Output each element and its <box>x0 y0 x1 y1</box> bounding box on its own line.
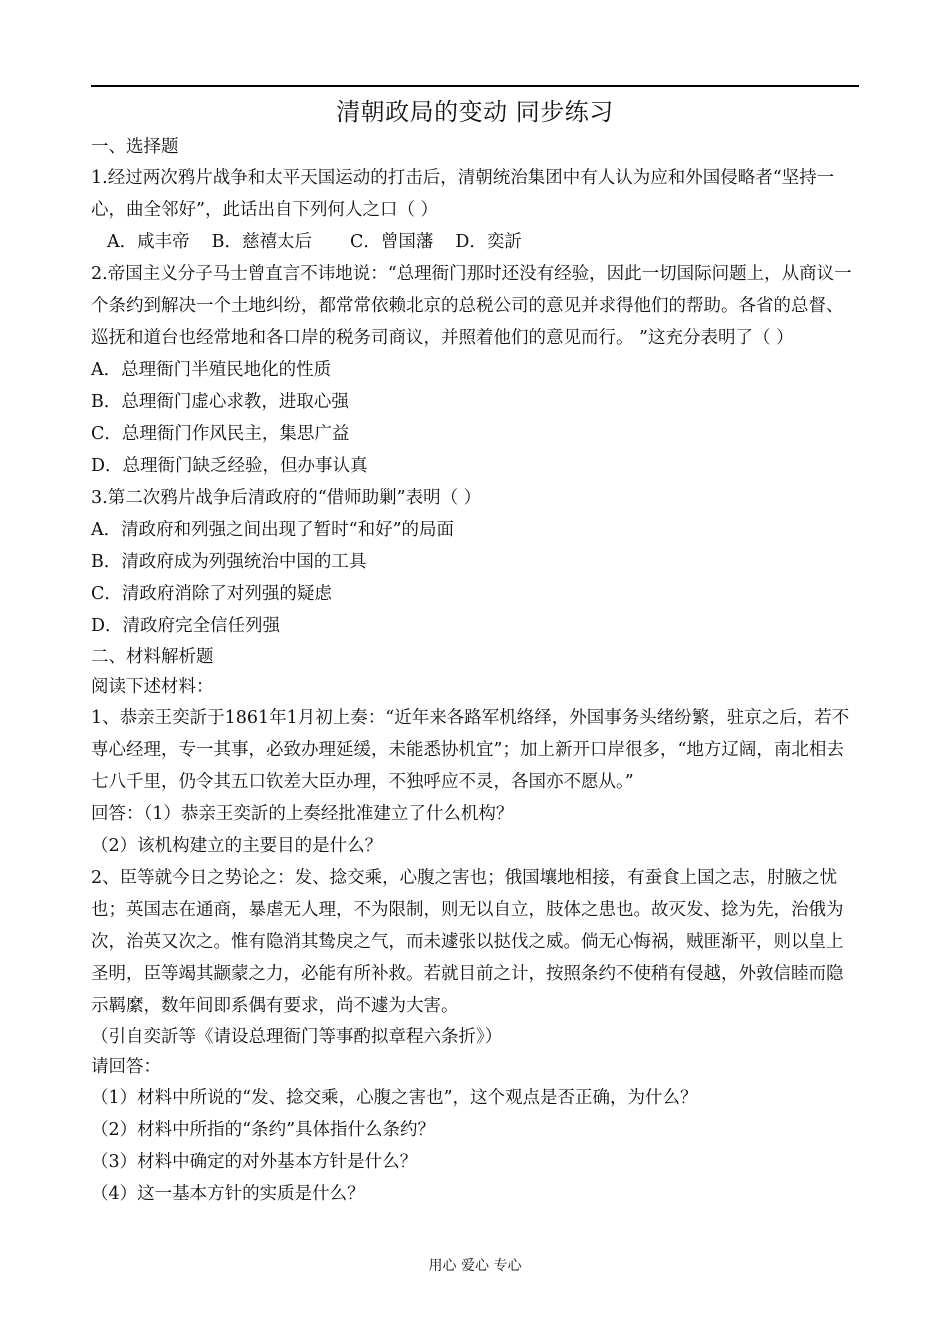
material-2-prompt: 请回答： <box>91 1057 161 1077</box>
page-title: 清朝政局的变动 同步练习 <box>336 98 614 126</box>
material-1-question-1: 回答：（1）恭亲王奕訢的上奏经批准建立了什么机构？ <box>91 804 514 824</box>
material-1-text: 1、恭亲王奕訢于1861年1月初上奏：“近年来各路军机络绎，外国事务头绪纷繁，驻京之后，若不専心经理，专一其事，必致办理延缓，未能悉协机宜”；加上新开口岸很多，“地方辽阔，南北相去七八千里，仍令其五口钦差大臣办理，不独呼应不灵，各国亦不愿从。” <box>91 708 850 792</box>
material-2-question-1: （1）材料中所说的“发、捻交乘，心腹之害也”，这个观点是否正确，为什么？ <box>91 1088 698 1108</box>
material-1-question-2: （2）该机构建立的主要目的是什么？ <box>91 836 383 856</box>
q3-option-c: C．清政府消除了对列强的疑虑 <box>91 584 332 604</box>
q1-option-d: D．奕訢 <box>455 232 522 252</box>
header-rule <box>91 85 859 87</box>
q2-option-c: C．总理衙门作风民主，集思广益 <box>91 424 350 444</box>
q2-option-b: B．总理衙门虚心求教，进取心强 <box>91 392 349 412</box>
question-1-stem: 1.经过两次鸦片战争和太平天国运动的打击后，清朝统治集团中有人认为应和外国侵略者“坚持一心，曲全邻好”，此话出自下列何人之口（ ） <box>91 168 835 220</box>
q1-option-a: A．咸丰帝 <box>107 232 190 252</box>
q2-option-a: A．总理衙门半殖民地化的性质 <box>91 360 332 380</box>
q3-option-b: B．清政府成为列强统治中国的工具 <box>91 552 367 572</box>
question-3-stem: 3.第二次鸦片战争后清政府的“借师助剿”表明（ ） <box>91 488 482 508</box>
q1-option-b: B．慈禧太后 <box>211 232 313 252</box>
question-1-options <box>91 226 859 258</box>
material-2-question-4: （4）这一基本方针的实质是什么？ <box>91 1184 365 1204</box>
material-2-text: 2、臣等就今日之势论之：发、捻交乘，心腹之害也；俄国壤地相接，有蚕食上国之志，肘腋之忧也；英国志在通商，暴虐无人理，不为限制，则无以自立，肢体之患也。故灭发、捻为先，治俄为次，治英又次之。惟有隐消其鸷戾之气，而未遽张以挞伐之威。倘无心悔祸，贼匪渐平，则以皇上圣明，臣等竭其颛蒙之力，必能有所补救。若就目前之计，按照条约不使稍有侵越，外敦信睦而隐示羁縻，数年间即系偶有要求，尚不遽为大害。 <box>91 868 844 1016</box>
question-2-stem: 2.帝国主义分子马士曾直言不讳地说：“总理衙门那时还没有经验，因此一切国际问题上，从商议一个条约到解决一个土地纠纷，都常常依赖北京的总税公司的意见并求得他们的帮助。各省的总督、巡抚和道台也经常地和各口岸的税务司商议，并照着他们的意见而行。 ”这充分表明了（ ） <box>91 264 852 348</box>
q3-option-a: A．清政府和列强之间出现了暂时“和好”的局面 <box>91 520 455 540</box>
page-footer: 用心 爱心 专心 <box>428 1258 522 1274</box>
material-2-source: （引自奕訢等《请设总理衙门等事酌拟章程六条折》） <box>91 1027 503 1047</box>
material-2-question-3: （3）材料中确定的对外基本方针是什么？ <box>91 1152 418 1172</box>
q1-option-c: C．曾国藩 <box>350 232 434 252</box>
q2-option-d: D．总理衙门缺乏经验，但办事认真 <box>91 456 368 476</box>
section-heading-material: 二、材料解析题 <box>91 647 214 667</box>
material-2-question-2: （2）材料中所指的“条约”具体指什么条约？ <box>91 1120 436 1140</box>
q3-option-d: D．清政府完全信任列强 <box>91 616 281 636</box>
section-heading-choice: 一、选择题 <box>91 137 179 157</box>
read-instruction: 阅读下述材料： <box>91 677 214 697</box>
document-body <box>91 132 859 1210</box>
